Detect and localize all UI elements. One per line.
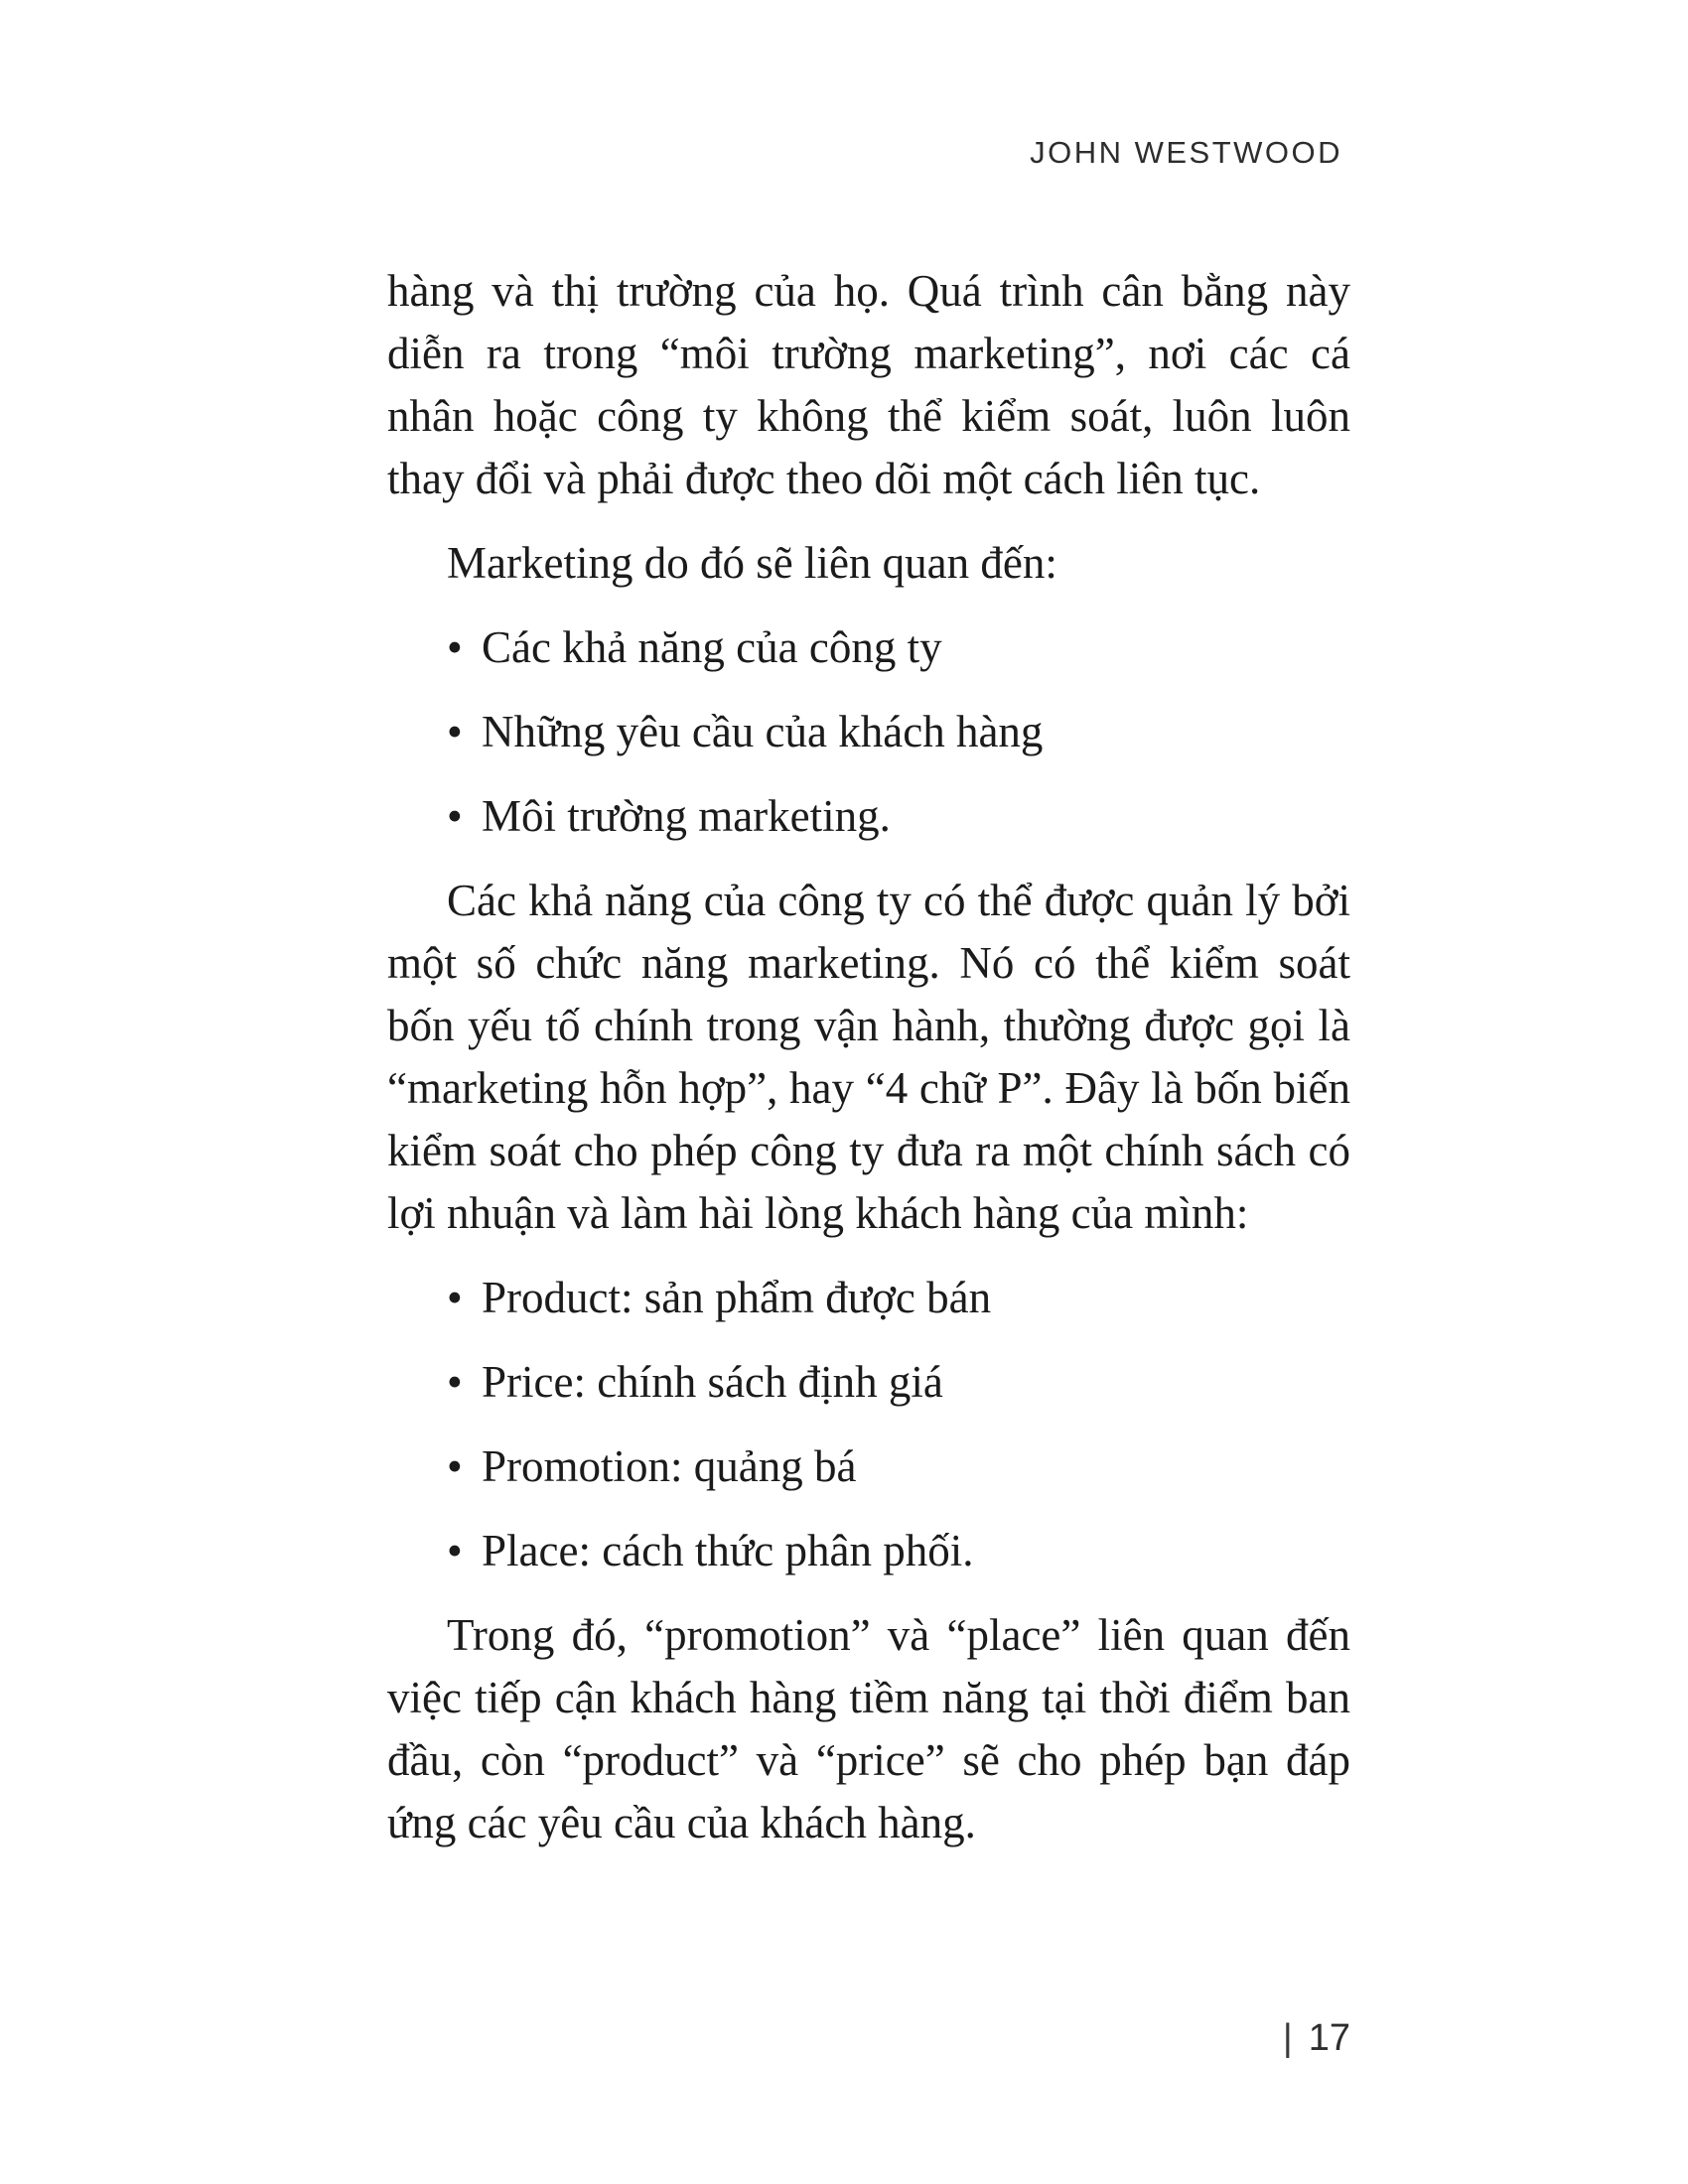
bullet-icon: • [447, 1357, 463, 1407]
paragraph-marketing-mix: Các khả năng của công ty có thể được quản lý bởi một số chức năng marketing. Nó có thể kiểm soát bốn yếu tố chính trong vận hành, thường được gọi là “marketing hỗn hợp”, hay “4 chữ P”. Đây là bốn biến kiểm soát cho phép công ty đưa ra một chính sách có lợi nhuận và làm hài lòng khách hàng của mình: [387, 876, 1350, 1238]
bullet-icon: • [447, 791, 463, 841]
list-item-text: Price: chính sách định giá [482, 1357, 943, 1407]
marketing-aspects-list [387, 616, 1350, 848]
bullet-icon: • [447, 1273, 463, 1322]
list-item-text: Promotion: quảng bá [482, 1441, 857, 1491]
paragraph-continuation: hàng và thị trường của họ. Quá trình cân bằng này diễn ra trong “môi trường marketing”, nơi các cá nhân hoặc công ty không thể kiểm soát, luôn luôn thay đổi và phải được theo dõi một cách liên tục. [387, 266, 1350, 503]
bullet-icon: • [447, 1441, 463, 1491]
paragraph-conclusion: Trong đó, “promotion” và “place” liên quan đến việc tiếp cận khách hàng tiềm năng tại thời điểm ban đầu, còn “product” và “price” sẽ cho phép bạn đáp ứng các yêu cầu của khách hàng. [387, 1610, 1350, 1847]
list-item [387, 616, 1350, 679]
list-item [387, 1267, 1350, 1329]
list-item [387, 701, 1350, 763]
list-item-text: Môi trường marketing. [482, 791, 891, 841]
list-item [387, 1351, 1350, 1414]
list-item-text: Những yêu cầu của khách hàng [482, 707, 1044, 756]
page-number [1283, 2017, 1350, 2060]
four-ps-list [387, 1267, 1350, 1582]
list-item [387, 785, 1350, 848]
bullet-icon: • [447, 622, 463, 672]
page-number-separator: | [1282, 2017, 1293, 2059]
bullet-icon: • [447, 1526, 463, 1575]
page-number-value: 17 [1308, 2017, 1350, 2059]
page-content [387, 260, 1350, 1876]
list-item-text: Các khả năng của công ty [482, 622, 942, 672]
list-item-text: Place: cách thức phân phối. [482, 1526, 974, 1575]
paragraph-marketing-intro: Marketing do đó sẽ liên quan đến: [447, 538, 1057, 588]
running-header-author: JOHN WESTWOOD [1030, 135, 1342, 170]
bullet-icon: • [447, 707, 463, 756]
list-item-text: Product: sản phẩm được bán [482, 1273, 992, 1322]
list-item [387, 1435, 1350, 1498]
list-item [387, 1520, 1350, 1582]
